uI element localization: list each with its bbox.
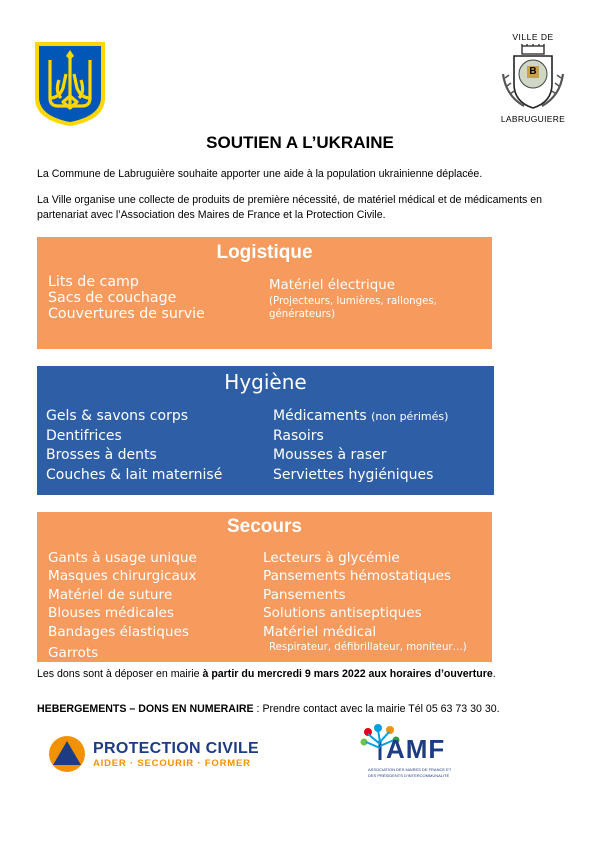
secours-heading: Secours [227,516,302,537]
list-item: Pansements [263,586,346,603]
list-item: Solutions antiseptiques [263,605,422,622]
list-item: Lits de camp [48,274,139,290]
intro-paragraph-1: La Commune de Labruguière souhaite apporter une aide à la population ukrainienne déplacée. [37,168,483,180]
contact-text: : Prendre contact avec la mairie Tél 05 63 73 30 30. [253,703,500,715]
list-item: Serviettes hygiéniques [273,466,434,483]
hygiene-left-list [46,407,222,485]
list-item: Brosses à dents [46,447,157,463]
crest-letter: B [527,66,539,78]
page-title: SOUTIEN A L’UKRAINE [206,133,394,152]
deposit-info [37,667,567,682]
list-item: Blouses médicales [48,605,174,622]
list-item: Masques chirurgicaux [48,568,197,585]
hygiene-box [37,366,494,495]
list-item: Rasoirs [273,427,324,444]
list-item: Gels & savons corps [46,408,189,424]
amf-subtitle-2: DES PRÉSIDENTS D'INTERCOMMUNALITÉ [368,773,450,778]
list-item: Gants à usage unique [48,550,197,566]
intro-paragraph-2: La Ville organise une collecte de produits de première nécessité, de matériel médical et de médicaments en partenariat avec l’Association des Maires de France et la Protection Civile. [37,194,543,221]
pc-name: PROTECTION CIVILE [93,740,259,757]
ukraine-coat-of-arms [33,40,107,128]
amf-name: AMF [386,734,446,764]
crest-top-label: VILLE DE [512,32,554,42]
secours-left-list [48,549,197,662]
deposit-end: . [492,668,496,680]
list-item: Matériel de suture [48,586,173,603]
list-item: Sacs de couchage [48,290,177,306]
contact-info [37,702,567,717]
deposit-date: à partir du mercredi 9 mars 2022 aux horaires d’ouverture [202,668,493,680]
labruguiere-crest [490,28,576,128]
deposit-text: Les dons sont à déposer en mairie [37,668,203,680]
secours-box [37,512,492,662]
hygiene-heading: Hygiène [224,370,307,394]
protection-civile-icon [48,735,86,773]
protection-civile-logo [48,735,258,777]
secours-right-list [263,549,451,641]
list-item: Lecteurs à glycémie [263,550,400,566]
secours-right-note: Respirateur, défibrillateur, moniteur…) [269,642,467,653]
hygiene-right-list [273,407,448,485]
logistique-right-main: Matériel électrique [269,278,395,293]
hygiene-medicaments-note: (non périmés) [371,410,449,423]
list-item: Garrots [48,645,99,662]
crest-bottom-label: LABRUGUIERE [500,114,566,124]
logistique-box [37,237,492,349]
list-item: Couvertures de survie [48,306,205,322]
list-item: Mousses à raser [273,447,387,463]
logistique-left-list [48,274,205,322]
contact-heading: HEBERGEMENTS – DONS EN NUMERAIRE [37,703,254,715]
amf-subtitle-1: ASSOCIATION DES MAIRES DE FRANCE ET [368,767,452,772]
list-item: Dentifrices [46,427,122,444]
logistique-right-sub: (Projecteurs, lumières, rallonges, générateurs) [269,296,437,320]
list-item [273,407,448,427]
pc-tagline: AIDER · SECOURIR · FORMER [93,758,251,769]
hygiene-medicaments: Médicaments [273,408,367,424]
list-item: Couches & lait maternisé [46,466,223,483]
list-item: Matériel médical [263,623,377,640]
list-item: Pansements hémostatiques [263,568,452,585]
amf-logo [356,722,486,784]
list-item: Bandages élastiques [48,623,189,640]
logistique-heading: Logistique [216,242,313,263]
